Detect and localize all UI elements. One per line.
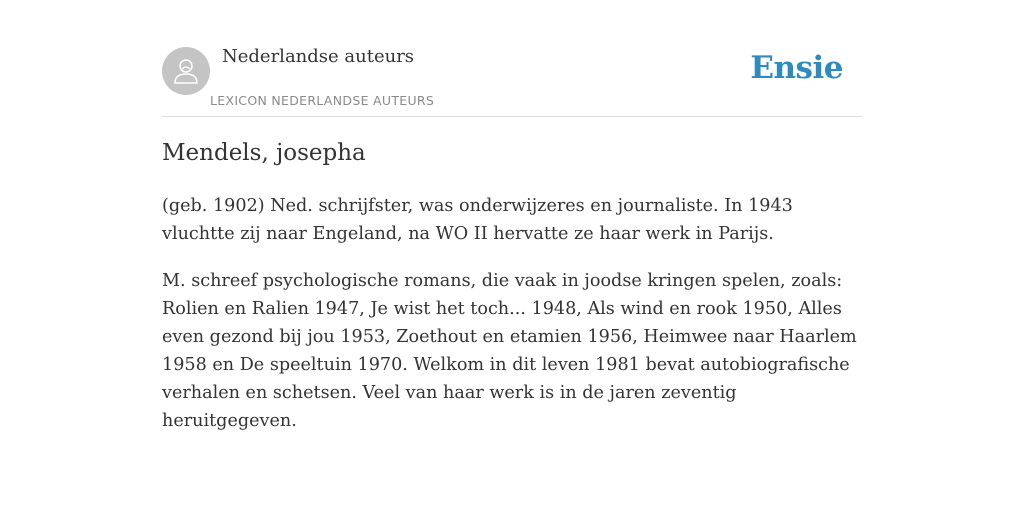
- page-container: [162, 0, 862, 431]
- source-subtitle: LEXICON NEDERLANDSE AUTEURS: [210, 93, 435, 108]
- entry-title: Mendels, josepha: [162, 140, 366, 166]
- source-name-link[interactable]: Nederlandse auteurs: [222, 46, 415, 67]
- brand-logo[interactable]: Ensie: [750, 50, 843, 86]
- source-header: [162, 0, 862, 117]
- user-icon: [171, 56, 201, 86]
- entry-paragraph: M. schreef psychologische romans, die vaak in joodse kringen spelen, zoals: Rolien en Ralien 1947, Je wist het toch... 1948, Als wind en rook 1950, Alles even gezond bij jou 1953, Zoethout en etamien 1956, Heimwee naar Haarlem 1958 en De speeltuin 1970. Welkom in dit leven 1981 bevat autobiografische verhalen en schetsen. Veel van haar werk is in de jaren zeventig heruitgegeven.: [162, 271, 857, 431]
- avatar[interactable]: [162, 47, 210, 95]
- entry-paragraph: (geb. 1902) Ned. schrijfster, was onderwijzeres en journaliste. In 1943 vluchtte zij naar Engeland, na WO II hervatte ze haar werk in Parijs.: [162, 196, 793, 244]
